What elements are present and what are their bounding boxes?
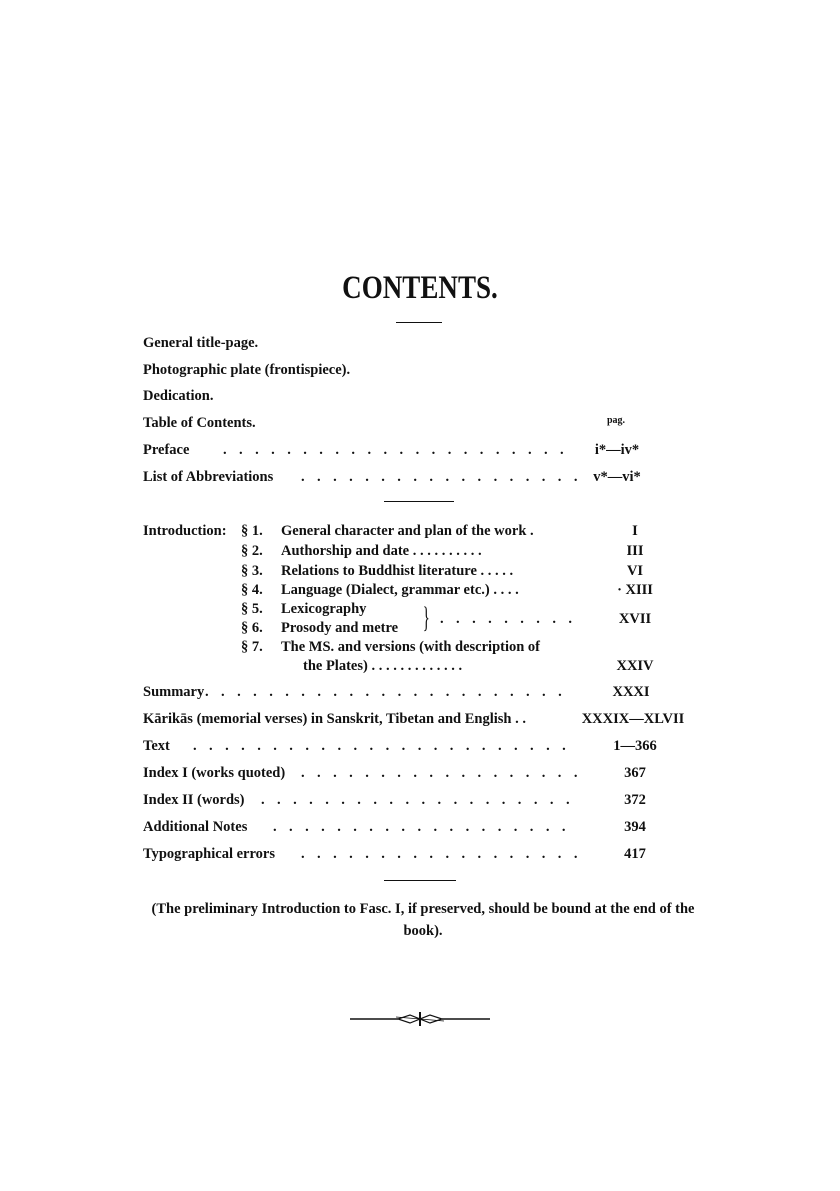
section-page: I — [632, 523, 638, 539]
toc-entry-label: List of Abbreviations — [143, 469, 274, 485]
toc-entry-summary — [143, 682, 663, 702]
toc-entry-label: General title-page. — [143, 335, 259, 351]
toc-entry-index-i — [143, 763, 663, 783]
toc-entry-index-ii — [143, 790, 663, 810]
toc-entry-label: Text — [143, 738, 170, 754]
section-title: General character and plan of the work . — [281, 523, 534, 539]
binding-note: (The preliminary Introduction to Fasc. I, if preserved, should be bound at the end of the book). — [151, 901, 695, 939]
section-title: the Plates) . . . . . . . . . . . . . — [303, 658, 463, 674]
toc-entry-label: Typographical errors — [143, 846, 275, 862]
leader-dots: . . . . . . . . . . . . . . . . . . . — [273, 819, 570, 835]
leader-dots: . . . . . . . . . . . . . . . . . . — [301, 846, 582, 862]
toc-entry-text — [143, 736, 663, 756]
section-title: Authorship and date . . . . . . . . . . — [281, 543, 482, 559]
toc-entry-preface — [143, 440, 663, 460]
toc-entry-page: 372 — [624, 792, 646, 808]
title-rule — [396, 322, 442, 323]
toc-entry-page: 394 — [624, 819, 646, 835]
toc-entry-abbreviations — [143, 467, 663, 487]
toc-entry-label: Index I (works quoted) — [143, 765, 286, 781]
page-column-header: pag. — [607, 415, 626, 426]
section-page: III — [626, 543, 644, 559]
section-title: Language (Dialect, grammar etc.) . . . . — [281, 582, 519, 598]
section-rule — [384, 880, 456, 881]
page-title: CONTENTS. — [342, 270, 498, 306]
toc-entry-label: Summary — [143, 684, 205, 700]
section-page: XVII — [618, 611, 652, 627]
toc-entry-label: Index II (words) — [143, 792, 245, 808]
ornament-divider — [350, 1010, 490, 1028]
toc-entry-additional-notes — [143, 817, 663, 837]
toc-entry-page: 417 — [624, 846, 646, 862]
brace-bracket: } — [422, 601, 430, 634]
section-page: · XIII — [617, 582, 653, 598]
toc-entry-page: 1—366 — [613, 738, 657, 754]
toc-entry-table-of-contents — [143, 413, 663, 433]
leader-dots: . . . . . . . . . — [440, 611, 577, 627]
section-number: § 3. — [241, 563, 263, 579]
toc-entry-label: Table of Contents. — [143, 415, 256, 431]
leader-dots: . . . . . . . . . . . . . . . . . . . . . . . . — [193, 738, 571, 754]
toc-entry-label: Dedication. — [143, 388, 214, 404]
toc-entry-general-title — [143, 333, 663, 353]
toc-entry-label: Photographic plate (frontispiece). — [143, 362, 351, 378]
section-number: § 2. — [241, 543, 263, 559]
leader-dots: . . . . . . . . . . . . . . . . . . . . . . — [223, 442, 569, 458]
section-title: Relations to Buddhist literature . . . . . — [281, 563, 514, 579]
toc-entry-page: XXXI — [612, 684, 650, 700]
leader-dots: . . . . . . . . . . . . . . . . . . — [301, 765, 582, 781]
section-number: § 1. — [241, 523, 263, 539]
section-number: § 6. — [241, 620, 263, 636]
section-number: § 5. — [241, 601, 263, 617]
section-page: VI — [626, 563, 644, 579]
toc-entry-page: 367 — [624, 765, 646, 781]
section-rule — [384, 501, 454, 502]
leader-dots: . . . . . . . . . . . . . . . . . . . . . . . — [205, 684, 567, 700]
section-number: § 7. — [241, 639, 263, 655]
toc-entry-page: i*—iv* — [594, 442, 640, 458]
toc-entry-karikas — [143, 709, 685, 729]
section-title: Lexicography — [281, 601, 367, 617]
toc-entry-label: Kārikās (memorial verses) in Sanskrit, Tibetan and English . . — [143, 711, 526, 727]
section-title: The MS. and versions (with description of — [281, 639, 541, 655]
toc-entry-typographical-errors — [143, 844, 663, 864]
toc-entry-label: Preface — [143, 442, 190, 458]
toc-entry-photographic-plate — [143, 360, 663, 380]
section-number: § 4. — [241, 582, 263, 598]
toc-entry-page: XXXIX—XLVII — [581, 711, 685, 727]
section-page: XXIV — [616, 658, 654, 674]
toc-entry-dedication — [143, 386, 663, 406]
toc-entry-page: v*—vi* — [593, 469, 641, 485]
section-title: Prosody and metre — [281, 620, 399, 636]
toc-entry-label: Additional Notes — [143, 819, 248, 835]
introduction-label: Introduction: — [143, 523, 227, 539]
leader-dots: . . . . . . . . . . . . . . . . . . — [301, 469, 582, 485]
leader-dots: . . . . . . . . . . . . . . . . . . . . — [261, 792, 574, 808]
